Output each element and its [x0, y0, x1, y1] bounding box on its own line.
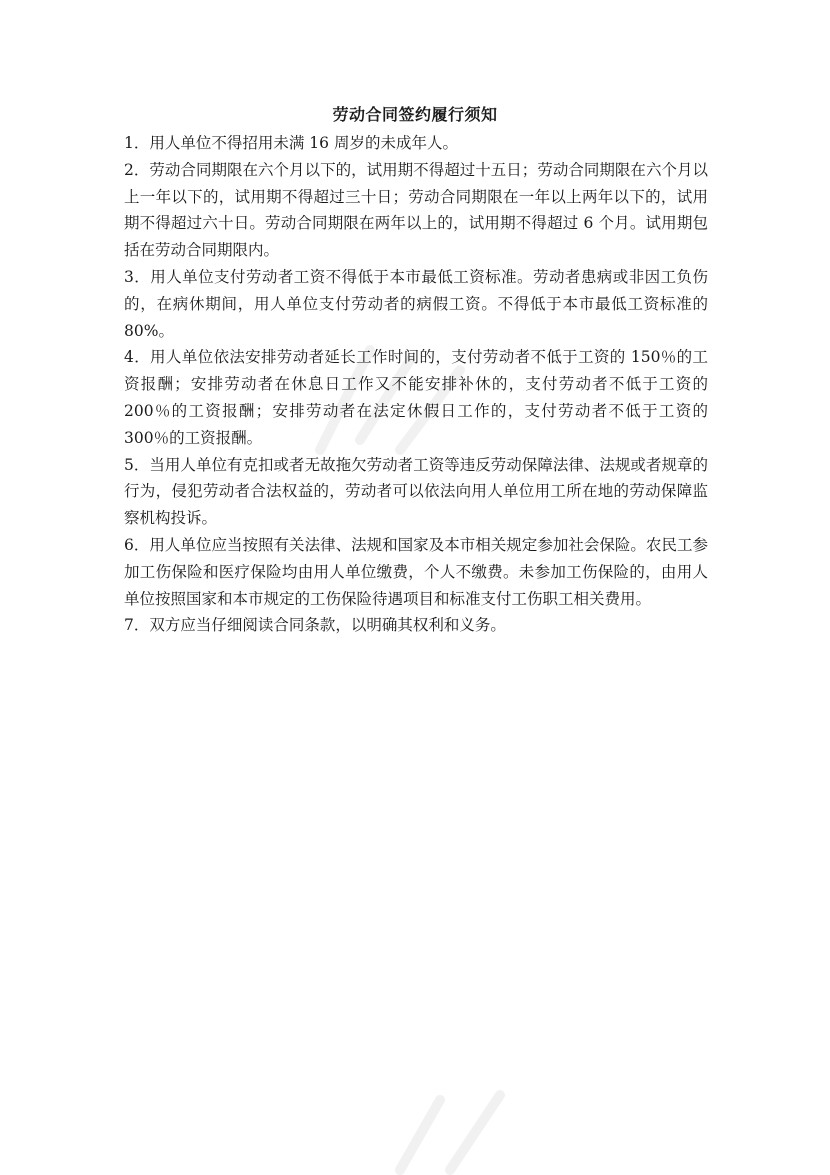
clause-2: 2．劳动合同期限在六个月以下的，试用期不得超过十五日；劳动合同期限在六个月以上一年以下的，试用期不得超过三十日；劳动合同期限在一年以上两年以下的，试用期不得超过六十日。劳动合同期限在两年以上的，试用期不得超过 6 个月。试用期包括在劳动合同期限内。 [124, 160, 708, 260]
clause-4: 4．用人单位依法安排劳动者延长工作时间的，支付劳动者不低于工资的 150％的工资报酬；安排劳动者在休息日工作又不能安排补休的，支付劳动者不低于工资的 200％的工资报酬；安排劳动者在法定休假日工作的，支付劳动者不低于工资的 300％的工资报酬。 [124, 348, 708, 447]
clause-list [124, 130, 708, 639]
clause-3: 3．用人单位支付劳动者工资不得低于本市最低工资标准。劳动者患病或非因工负伤的，在病休期间，用人单位支付劳动者的病假工资。不得低于本市最低工资标准的 80%。 [124, 267, 708, 340]
clause-7: 7．双方应当仔细阅读合同条款，以明确其权利和义务。 [124, 616, 506, 635]
watermark-graphic-bottom [380, 1080, 540, 1175]
document-title: 劳动合同签约履行须知 [332, 105, 498, 124]
clause-6: 6．用人单位应当按照有关法律、法规和国家及本市相关规定参加社会保险。农民工参加工伤保险和医疗保险均由用人单位缴费，个人不缴费。未参加工伤保险的，由用人单位按照国家和本市规定的工伤保险待遇项目和标准支付工伤职工相关费用。 [124, 535, 708, 608]
clause-5: 5．当用人单位有克扣或者无故拖欠劳动者工资等违反劳动保障法律、法规或者规章的行为，侵犯劳动者合法权益的，劳动者可以依法向用人单位用工所在地的劳动保障监察机构投诉。 [124, 455, 708, 528]
clause-1: 1．用人单位不得招用未满 16 周岁的未成年人。 [124, 134, 458, 152]
